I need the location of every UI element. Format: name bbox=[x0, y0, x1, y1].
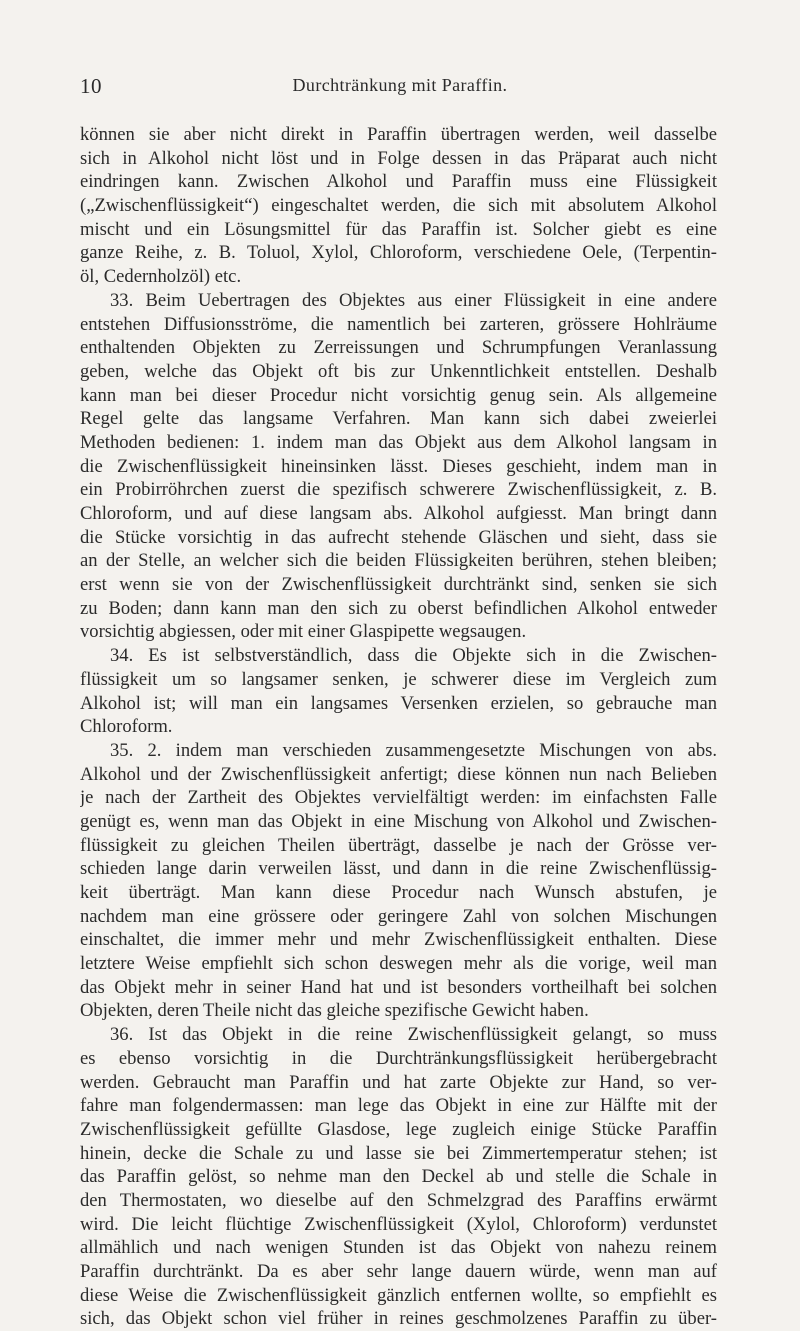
text-line: keit überträgt. Man kann diese Procedur nach Wunsch abstufen, je bbox=[80, 882, 717, 903]
text-line: Regel gelte das langsame Verfahren. Man kann sich dabei zweierlei bbox=[80, 408, 717, 430]
paragraph-35-start: 35. 2. indem man verschieden zusammengesetzte Mischungen von abs. bbox=[110, 739, 717, 761]
text-line: öl, Cedernholzöl) etc. bbox=[80, 266, 242, 288]
text-line: Paraffin durchtränkt. Da es aber sehr lange dauern würde, wenn man auf bbox=[80, 1261, 717, 1282]
text-line: das Objekt mehr in seiner Hand hat und ist besonders vortheilhaft bei solchen bbox=[80, 976, 717, 998]
text-line: den Thermostaten, wo dieselbe auf den Schmelzgrad des Paraffins erwärmt bbox=[80, 1189, 717, 1211]
text-line: je nach der Zartheit des Objektes vervielfältigt werden: im einfachsten Falle bbox=[80, 787, 717, 809]
text-line: enthaltenden Objekten zu Zerreissungen und Schrumpfungen Veranlassung bbox=[80, 337, 717, 359]
text-line: allmählich und nach wenigen Stunden ist das Objekt von nahezu reinem bbox=[80, 1237, 717, 1259]
text-line: flüssigkeit zu gleichen Theilen überträgt, dasselbe je nach der Grösse ver- bbox=[80, 834, 717, 856]
text-line: Objekten, deren Theile nicht das gleiche spezifische Gewicht haben. bbox=[80, 1000, 589, 1022]
text-line: fahre man folgendermassen: man lege das Objekt in eine zur Hälfte mit der bbox=[80, 1095, 717, 1117]
text-line: diese Weise die Zwischenflüssigkeit gänzlich entfernen wollte, so empfiehlt es bbox=[80, 1284, 717, 1306]
text-line: sich, das Objekt schon viel früher in reines geschmolzenes Paraffin zu über- bbox=[80, 1308, 717, 1330]
text-line: mischt und ein Lösungsmittel für das Paraffin ist. Solcher giebt es eine bbox=[80, 218, 717, 240]
text-line: eindringen kann. Zwischen Alkohol und Paraffin muss eine Flüssigkeit bbox=[80, 171, 717, 193]
text-line: genügt es, wenn man das Objekt in eine Mischung von Alkohol und Zwischen- bbox=[80, 810, 717, 832]
text-line: ganze Reihe, z. B. Toluol, Xylol, Chloroform, verschiedene Oele, (Terpentin- bbox=[80, 242, 717, 264]
text-line: Methoden bedienen: 1. indem man das Objekt aus dem Alkohol langsam in bbox=[80, 431, 717, 453]
text-line: schieden lange darin verweilen lässt, und dann in die reine Zwischenflüssig- bbox=[80, 858, 717, 880]
text-line: Alkohol ist; will man ein langsames Versenken erzielen, so gebrauche man bbox=[80, 692, 717, 714]
text-line: entstehen Diffusionsströme, die namentlich bei zarteren, grössere Hohlräume bbox=[80, 313, 717, 335]
text-line: werden. Gebraucht man Paraffin und hat zarte Objekte zur Hand, so ver- bbox=[80, 1071, 717, 1093]
text-line: Chloroform, und auf diese langsam abs. Alkohol aufgiesst. Man bringt dann bbox=[80, 503, 717, 524]
text-line: kann man bei dieser Procedur nicht vorsichtig genug sein. Als allgemeine bbox=[80, 384, 717, 406]
paragraph-34-start: 34. Es ist selbstverständlich, dass die Objekte sich in die Zwischen- bbox=[110, 645, 717, 667]
text-line: einschaltet, die immer mehr und mehr Zwischenflüssigkeit enthalten. Diese bbox=[80, 929, 717, 951]
text-line: geben, welche das Objekt oft bis zur Unkenntlichkeit entstellen. Deshalb bbox=[80, 360, 717, 382]
text-line: nachdem man eine grössere oder geringere Zahl von solchen Mischungen bbox=[80, 905, 717, 927]
text-line: erst wenn sie von der Zwischenflüssigkeit durchtränkt sind, senken sie sich bbox=[80, 574, 717, 596]
text-line: die Stücke vorsichtig in das aufrecht stehende Gläschen und sieht, dass sie bbox=[80, 526, 717, 548]
text-line: Zwischenflüssigkeit gefüllte Glasdose, lege zugleich einige Stücke Paraffin bbox=[80, 1118, 717, 1140]
paragraph-36-start: 36. Ist das Objekt in die reine Zwischenflüssigkeit gelangt, so muss bbox=[110, 1024, 717, 1046]
paragraph-33-start: 33. Beim Uebertragen des Objektes aus einer Flüssigkeit in eine andere bbox=[110, 289, 717, 311]
text-line: können sie aber nicht direkt in Paraffin übertragen werden, weil dasselbe bbox=[80, 124, 717, 145]
text-line: Chloroform. bbox=[80, 716, 173, 738]
running-title: Durchtränkung mit Paraffin. bbox=[292, 75, 508, 95]
body-text bbox=[80, 123, 717, 1331]
text-line: vorsichtig abgiessen, oder mit einer Glaspipette wegsaugen. bbox=[80, 621, 527, 643]
text-line: hinein, decke die Schale zu und lasse sie bei Zimmertemperatur stehen; ist bbox=[80, 1142, 717, 1164]
text-line: zu Boden; dann kann man den sich zu oberst befindlichen Alkohol entweder bbox=[80, 597, 717, 619]
text-line: Alkohol und der Zwischenflüssigkeit anfertigt; diese können nun nach Belieben bbox=[80, 763, 717, 785]
text-line: letztere Weise empfiehlt sich schon deswegen mehr als die vorige, weil man bbox=[80, 953, 717, 975]
text-line: das Paraffin gelöst, so nehme man den Deckel ab und stelle die Schale in bbox=[80, 1166, 717, 1188]
text-line: flüssigkeit um so langsamer senken, je schwerer diese im Vergleich zum bbox=[80, 668, 717, 690]
text-line: („Zwischenflüssigkeit“) eingeschaltet werden, die sich mit absolutem Alkohol bbox=[80, 195, 717, 217]
text-line: an der Stelle, an welcher sich die beiden Flüssigkeiten berühren, stehen bleiben; bbox=[80, 550, 717, 572]
text-line: es ebenso vorsichtig in die Durchtränkungsflüssigkeit herübergebracht bbox=[80, 1047, 717, 1069]
text-line: wird. Die leicht flüchtige Zwischenflüssigkeit (Xylol, Chloroform) verdunstet bbox=[80, 1213, 717, 1235]
page-number: 10 bbox=[80, 74, 102, 98]
page-header bbox=[80, 74, 720, 104]
text-line: die Zwischenflüssigkeit hineinsinken lässt. Dieses geschieht, indem man in bbox=[80, 455, 717, 477]
text-line: ein Probirröhrchen zuerst die spezifisch schwerere Zwischenflüssigkeit, z. B. bbox=[80, 479, 717, 501]
text-line: sich in Alkohol nicht löst und in Folge dessen in das Präparat auch nicht bbox=[80, 147, 717, 169]
